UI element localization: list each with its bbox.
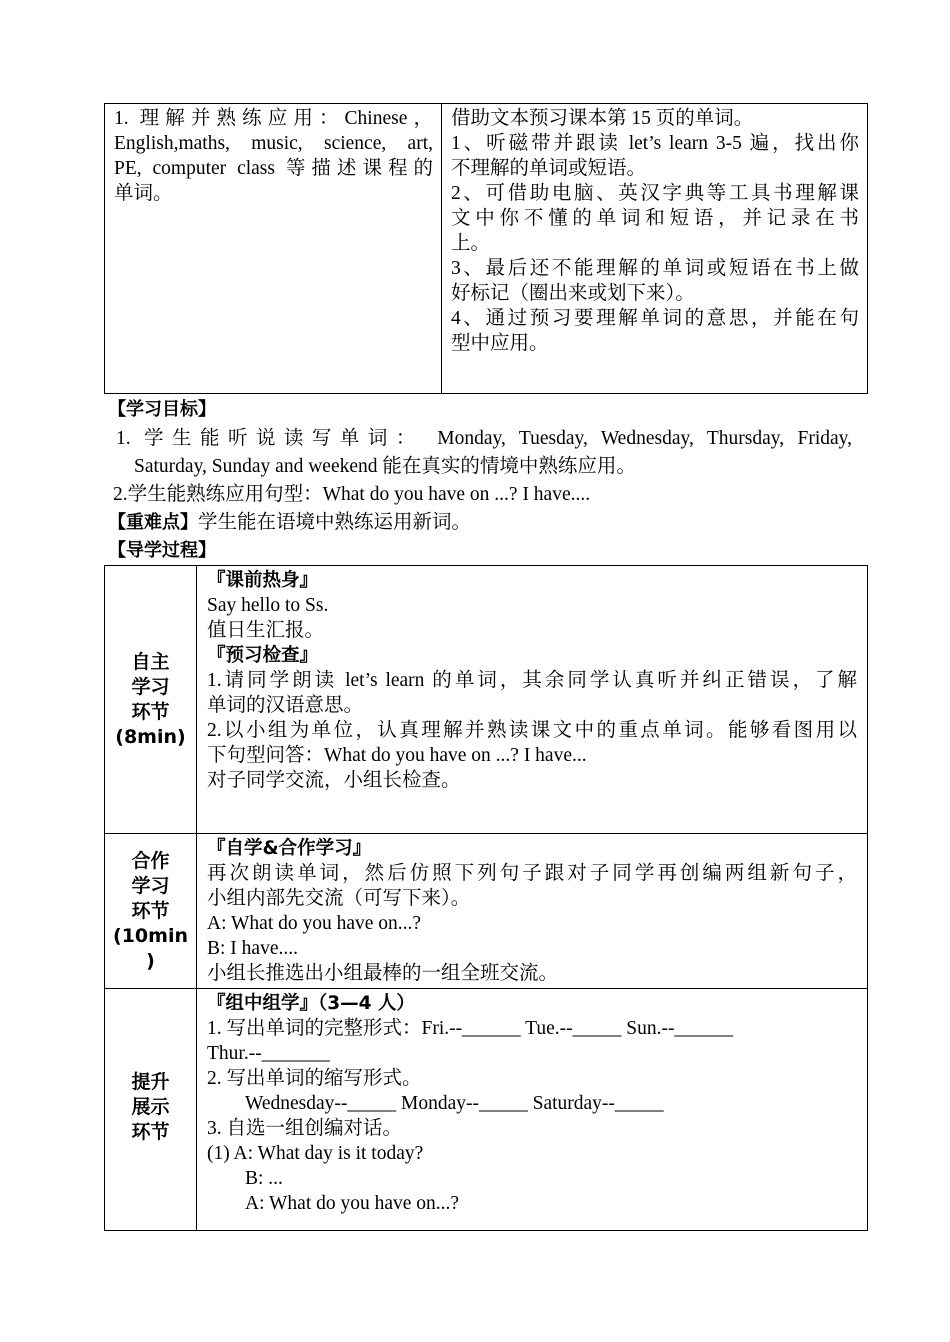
text-line: 型中应用。 (451, 333, 549, 354)
section-title: 『课前热身』 (207, 570, 319, 591)
process-row (105, 989, 868, 1231)
text-line: 上。 (451, 233, 491, 254)
stage-label (105, 989, 197, 1231)
stage-label-line: 自主 (131, 650, 170, 673)
text-line: 1.请同学朗读 let’s learn 的单词，其余同学认真听并纠正错误，了解 (207, 670, 857, 691)
text-line: 文中你不懂的单词和短语，并记录在书 (451, 208, 859, 229)
stage-label (105, 566, 197, 834)
stage-label-line: 提升 (131, 1071, 170, 1093)
text-line: 3、最后还不能理解的单词或短语在书上做 (451, 258, 859, 279)
stage-label-line: 环节 (131, 700, 170, 723)
stage-label-line: 展示 (131, 1096, 170, 1118)
text-line: PE, computer class 等描述课程的 (114, 158, 433, 179)
text-line: 好标记（圈出来或划下来）。 (451, 283, 695, 304)
text-line: 单词。 (114, 183, 173, 204)
text-line: 单词的汉语意思。 (207, 695, 364, 716)
stage-label-line: 环节 (131, 1121, 170, 1143)
section-title: 『自学&合作学习』 (207, 838, 372, 859)
text-line: 下句型问答：What do you have on ...? I have... (207, 745, 587, 766)
stage-label-line: (8min) (115, 725, 186, 748)
text-line: 借助文本预习课本第 15 页的单词。 (451, 108, 754, 129)
stage-label-line: 学习 (131, 675, 170, 698)
process-heading: 【导学过程】 (108, 540, 216, 561)
text-line: 再次朗读单词，然后仿照下列句子跟对子同学再创编两组新句子， (207, 863, 857, 884)
text-line: 1. 写出单词的完整形式：Fri.--______ Tue.--_____ Sun.--______ (207, 1018, 733, 1039)
text-line: B: I have.... (207, 938, 298, 959)
text-line: 2、可借助电脑、英汉字典等工具书理解课 (451, 183, 859, 204)
stage-label-line: 合作 (131, 849, 170, 872)
preview-goal-cell (105, 104, 442, 394)
text-line: 不理解的单词或短语。 (451, 158, 647, 179)
key-points (108, 509, 471, 537)
objective-item-2: 2.学生能熟练应用句型：What do you have on ...? I have.... (113, 484, 591, 505)
text-line: Wednesday--_____ Monday--_____ Saturday--_____ (245, 1093, 664, 1114)
stage-content (197, 834, 868, 989)
process-row (105, 566, 868, 834)
text-line: 1、听磁带并跟读 let’s learn 3-5 遍，找出你 (451, 133, 859, 154)
text-line: B: ... (245, 1168, 283, 1189)
stage-label-line: 学习 (131, 874, 170, 897)
text-line: 4、通过预习要理解单词的意思，并能在句 (451, 308, 859, 329)
text-line: Thur.--_______ (207, 1043, 330, 1064)
key-points-label: 【重难点】 (108, 512, 198, 533)
text-line: 2. 写出单词的缩写形式。 (207, 1068, 422, 1089)
objective-item-1: 1. 学生能听说读写单词： Monday, Tuesday, Wednesday, Thursday, Friday, (116, 428, 852, 449)
text-line: English,maths, music, science, art, (114, 133, 433, 154)
stage-label-line: ) (146, 949, 155, 972)
text-line: 小组长推选出小组最棒的一组全班交流。 (207, 963, 559, 984)
stage-label-line: 环节 (131, 899, 170, 922)
process-table (104, 565, 868, 1231)
text-line: A: What do you have on...? (245, 1193, 460, 1214)
section-title: 『组中组学』（3—4 人） (207, 993, 415, 1014)
text-line: 3. 自选一组创编对话。 (207, 1118, 403, 1139)
preview-method-text (442, 104, 867, 356)
text-line: 小组内部先交流（可写下来）。 (207, 888, 471, 909)
key-points-text: 学生能在语境中熟练运用新词。 (198, 512, 472, 533)
section-title: 『预习检查』 (207, 645, 319, 666)
preview-table (104, 103, 868, 394)
text-line: 1. 理解并熟练应用：Chinese， (114, 108, 433, 129)
process-row (105, 834, 868, 989)
text-line: 2.以小组为单位，认真理解并熟读课文中的重点单词。能够看图用以 (207, 720, 857, 741)
preview-method-cell (442, 104, 868, 394)
objective-item-1-cont: Saturday, Sunday and weekend 能在真实的情境中熟练应用。 (134, 456, 636, 477)
text-line: 值日生汇报。 (207, 620, 325, 641)
text-line: A: What do you have on...? (207, 913, 422, 934)
objectives-heading: 【学习目标】 (108, 399, 216, 420)
stage-content (197, 989, 868, 1231)
objectives-list (113, 425, 852, 509)
stage-label-line: (10min (113, 924, 188, 947)
stage-label (105, 834, 197, 989)
preview-goal-text (105, 104, 441, 206)
text-line: Say hello to Ss. (207, 595, 329, 616)
stage-content (197, 566, 868, 834)
text-line: 对子同学交流，小组长检查。 (207, 770, 461, 791)
text-line: (1) A: What day is it today? (207, 1143, 424, 1164)
